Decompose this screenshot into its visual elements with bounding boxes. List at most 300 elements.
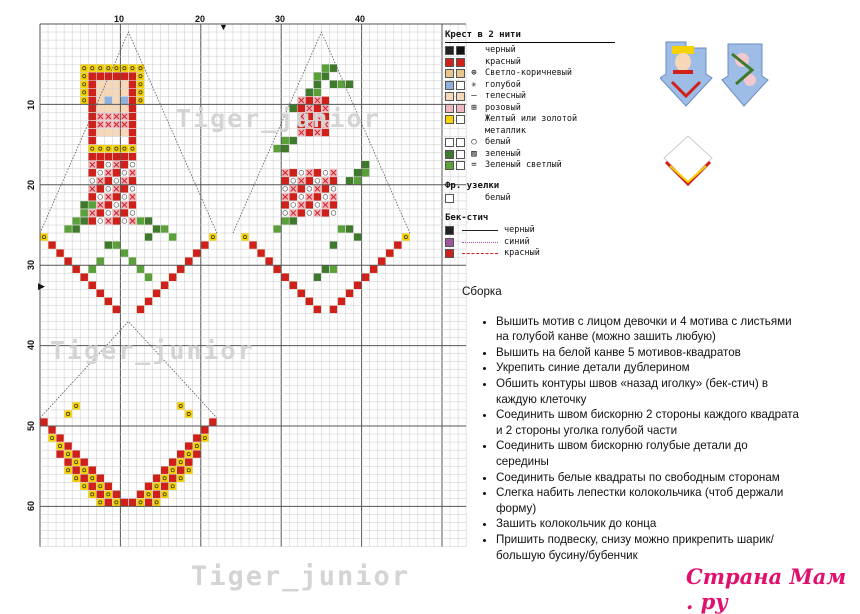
assembly-steps bbox=[460, 314, 800, 564]
stitch-cell bbox=[121, 145, 128, 152]
stitch-cell bbox=[97, 81, 104, 88]
legend-cross-row bbox=[445, 80, 615, 92]
stitch-cell bbox=[201, 241, 208, 248]
stitch-cell bbox=[346, 225, 353, 232]
legend-symbol: ○ bbox=[471, 137, 477, 148]
stitch-cell bbox=[346, 177, 353, 184]
legend-label: голубой bbox=[485, 79, 521, 90]
stitch-cell bbox=[56, 434, 63, 441]
stitch-cell bbox=[113, 97, 120, 104]
legend-label: телесный bbox=[485, 91, 526, 102]
stitch-cell bbox=[185, 467, 192, 474]
stitch-cell bbox=[129, 81, 136, 88]
legend-cross-row bbox=[445, 57, 615, 69]
stitch-cell bbox=[153, 499, 160, 506]
legend-swatch-symbol bbox=[456, 81, 465, 90]
stitch-cell bbox=[378, 257, 385, 264]
stitch-cell bbox=[121, 105, 128, 112]
stitch-cell bbox=[137, 491, 144, 498]
stitch-cell bbox=[129, 97, 136, 104]
stitch-cell bbox=[64, 458, 71, 465]
stitch-cell bbox=[314, 274, 321, 281]
stitch-cell bbox=[129, 89, 136, 96]
legend-swatch bbox=[445, 92, 454, 101]
stitch-cell bbox=[290, 282, 297, 289]
site-logo: Страна Мам . ру bbox=[686, 564, 847, 614]
stitch-cell bbox=[81, 73, 88, 80]
stitch-cell bbox=[314, 193, 321, 200]
preview-flower-piece bbox=[722, 44, 768, 106]
axis-left-30: 30 bbox=[26, 259, 37, 271]
stitch-cell bbox=[290, 137, 297, 144]
stitch-cell bbox=[153, 491, 160, 498]
stitch-cell bbox=[129, 113, 136, 120]
stitch-cell bbox=[169, 475, 176, 482]
stitch-cell bbox=[97, 185, 104, 192]
legend-swatch bbox=[445, 194, 454, 203]
legend-label: Желтый или золотой bbox=[485, 114, 578, 125]
watermark-2: Tiger_junior bbox=[50, 336, 255, 365]
stitch-cell bbox=[282, 177, 289, 184]
stitch-cell bbox=[177, 458, 184, 465]
stitch-cell bbox=[129, 499, 136, 506]
stitch-cell bbox=[354, 169, 361, 176]
stitch-cell bbox=[121, 81, 128, 88]
legend-label: розовый bbox=[485, 102, 521, 113]
stitch-cell bbox=[81, 89, 88, 96]
legend-symbol: ⊕ bbox=[471, 68, 477, 79]
preview-illustration bbox=[660, 38, 780, 198]
stitch-cell bbox=[64, 225, 71, 232]
stitch-cell bbox=[81, 475, 88, 482]
legend-line-sample bbox=[462, 230, 498, 231]
stitch-cell bbox=[105, 129, 112, 136]
stitch-cell bbox=[72, 450, 79, 457]
stitch-cell bbox=[209, 233, 216, 240]
stitch-cell bbox=[145, 217, 152, 224]
stitch-cell bbox=[121, 249, 128, 256]
stitch-cell bbox=[81, 483, 88, 490]
stitch-cell bbox=[105, 89, 112, 96]
stitch-cell bbox=[89, 217, 96, 224]
legend-swatch-symbol bbox=[456, 115, 465, 124]
stitch-cell bbox=[129, 73, 136, 80]
stitch-cell bbox=[89, 169, 96, 176]
stitch-cell bbox=[89, 129, 96, 136]
stitch-cell bbox=[177, 475, 184, 482]
legend-swatch-symbol bbox=[456, 69, 465, 78]
stitch-cell bbox=[314, 169, 321, 176]
legend-label: черный bbox=[485, 45, 516, 56]
stitch-cell bbox=[97, 145, 104, 152]
stitch-cell bbox=[282, 145, 289, 152]
legend-label: Светло-коричневый bbox=[485, 68, 572, 79]
stitch-cell bbox=[161, 282, 168, 289]
stitch-cell bbox=[113, 73, 120, 80]
center-arrow-top-icon: ▼ bbox=[219, 22, 228, 32]
stitch-cell bbox=[89, 153, 96, 160]
stitch-cell bbox=[56, 442, 63, 449]
stitch-cell bbox=[97, 65, 104, 72]
stitch-cell bbox=[97, 209, 104, 216]
stitch-cell bbox=[330, 201, 337, 208]
stitch-cell bbox=[121, 499, 128, 506]
stitch-cell bbox=[153, 475, 160, 482]
stitch-cell bbox=[129, 105, 136, 112]
stitch-cell bbox=[314, 89, 321, 96]
stitch-cell bbox=[105, 499, 112, 506]
stitch-cell bbox=[145, 483, 152, 490]
stitch-cell bbox=[121, 97, 128, 104]
legend-line-sample bbox=[462, 242, 498, 243]
legend-symbol: = bbox=[471, 160, 477, 171]
assembly-step: • Вышить на белой канве 5 мотивов-квадратов bbox=[496, 345, 800, 361]
stitch-cell bbox=[113, 65, 120, 72]
stitch-cell bbox=[113, 491, 120, 498]
stitch-cell bbox=[97, 129, 104, 136]
legend-cross-row bbox=[445, 160, 615, 172]
stitch-cell bbox=[282, 217, 289, 224]
stitch-cell bbox=[314, 81, 321, 88]
stitch-cell bbox=[48, 434, 55, 441]
legend-swatch bbox=[445, 115, 454, 124]
stitch-cell bbox=[145, 491, 152, 498]
stitch-cell bbox=[273, 225, 280, 232]
legend-cross-row bbox=[445, 126, 615, 138]
stitch-cell bbox=[169, 467, 176, 474]
stitch-cell bbox=[113, 129, 120, 136]
stitch-cell bbox=[89, 193, 96, 200]
stitch-cell bbox=[346, 290, 353, 297]
stitch-cell bbox=[322, 209, 329, 216]
stitch-cell bbox=[161, 491, 168, 498]
stitch-cell bbox=[113, 105, 120, 112]
legend-swatch bbox=[445, 69, 454, 78]
stitch-cell bbox=[97, 73, 104, 80]
stitch-cell bbox=[97, 161, 104, 168]
legend-cross-row bbox=[445, 114, 615, 126]
stitch-cell bbox=[113, 499, 120, 506]
stitch-cell bbox=[386, 249, 393, 256]
stitch-cell bbox=[121, 161, 128, 168]
legend-knots-title: Фр. узелки bbox=[445, 180, 500, 191]
stitch-cell bbox=[97, 475, 104, 482]
stitch-cell bbox=[330, 306, 337, 313]
stitch-cell bbox=[161, 467, 168, 474]
stitch-cell bbox=[129, 153, 136, 160]
assembly-step: • Соединить белые квадраты по свободным сторонам bbox=[496, 470, 800, 486]
legend-swatch-symbol bbox=[456, 92, 465, 101]
stitch-cell bbox=[89, 467, 96, 474]
legend-backstitch-row bbox=[445, 248, 615, 260]
stitch-cell bbox=[145, 499, 152, 506]
legend-label: красный bbox=[504, 248, 540, 259]
legend-swatch-symbol bbox=[456, 194, 465, 203]
stitch-cell bbox=[105, 105, 112, 112]
stitch-cell bbox=[241, 233, 248, 240]
stitch-cell bbox=[306, 177, 313, 184]
stitch-cell bbox=[105, 73, 112, 80]
legend-cross-row bbox=[445, 45, 615, 57]
legend-label: черный bbox=[504, 225, 535, 236]
stitch-cell bbox=[97, 491, 104, 498]
legend-swatch-symbol bbox=[456, 127, 465, 136]
stitch-cell bbox=[72, 467, 79, 474]
stitch-cell bbox=[89, 491, 96, 498]
legend-cross-title: Крест в 2 нити bbox=[445, 30, 615, 43]
stitch-cell bbox=[330, 177, 337, 184]
legend-swatch bbox=[445, 138, 454, 147]
stitch-cell bbox=[89, 145, 96, 152]
stitch-cell bbox=[185, 442, 192, 449]
stitch-cell bbox=[81, 467, 88, 474]
stitch-cell bbox=[201, 426, 208, 433]
legend-swatch bbox=[445, 81, 454, 90]
legend-symbol: ▨ bbox=[471, 148, 477, 159]
stitch-cell bbox=[330, 81, 337, 88]
stitch-cell bbox=[64, 467, 71, 474]
stitch-cell bbox=[185, 458, 192, 465]
stitch-cell bbox=[129, 145, 136, 152]
stitch-cell bbox=[89, 282, 96, 289]
stitch-cell bbox=[89, 201, 96, 208]
stitch-cell bbox=[362, 161, 369, 168]
stitch-cell bbox=[40, 418, 47, 425]
stitch-cell bbox=[113, 153, 120, 160]
assembly-step: • Соединить швом бискорню голубые детали до середины bbox=[496, 438, 800, 469]
stitch-cell bbox=[97, 257, 104, 264]
stitch-cell bbox=[322, 73, 329, 80]
stitch-cell bbox=[306, 97, 313, 104]
legend-swatch bbox=[445, 226, 454, 235]
stitch-cell bbox=[89, 81, 96, 88]
stitch-cell bbox=[129, 257, 136, 264]
axis-top-30: 30 bbox=[275, 14, 286, 24]
axis-left-10: 10 bbox=[26, 99, 37, 111]
stitch-cell bbox=[322, 65, 329, 72]
stitch-cell bbox=[72, 402, 79, 409]
stitch-cell bbox=[113, 89, 120, 96]
stitch-cell bbox=[145, 233, 152, 240]
legend-knot-row bbox=[445, 193, 615, 205]
stitch-cell bbox=[72, 458, 79, 465]
assembly-step: • Соединить швом бискорню 2 стороны каждого квадрата и 2 стороны уголка голубой части bbox=[496, 407, 800, 438]
legend-swatch-symbol bbox=[456, 150, 465, 159]
stitch-cell bbox=[72, 217, 79, 224]
assembly-step: • Укрепить синие детали дублерином bbox=[496, 360, 800, 376]
stitch-cell bbox=[48, 426, 55, 433]
stitch-cell bbox=[81, 209, 88, 216]
assembly-title: Сборка bbox=[462, 285, 502, 298]
stitch-cell bbox=[354, 177, 361, 184]
legend-symbol: – bbox=[471, 91, 477, 102]
assembly-step: • Вышить мотив с лицом девочки и 4 мотива с листьями на голубой канве (можно зашить любую) bbox=[496, 314, 800, 345]
watermark-3: Tiger_junior bbox=[191, 561, 411, 592]
axis-top-20: 20 bbox=[195, 14, 206, 24]
stitch-cell bbox=[290, 217, 297, 224]
stitch-cell bbox=[169, 483, 176, 490]
stitch-cell bbox=[322, 266, 329, 273]
stitch-cell bbox=[64, 257, 71, 264]
stitch-cell bbox=[177, 402, 184, 409]
stitch-cell bbox=[257, 249, 264, 256]
legend-swatch-symbol bbox=[456, 58, 465, 67]
stitch-cell bbox=[89, 73, 96, 80]
stitch-cell bbox=[249, 241, 256, 248]
stitch-cell bbox=[346, 81, 353, 88]
stitch-cell bbox=[72, 225, 79, 232]
stitch-cell bbox=[209, 418, 216, 425]
legend-swatch bbox=[445, 150, 454, 159]
stitch-cell bbox=[265, 257, 272, 264]
stitch-cell bbox=[169, 274, 176, 281]
stitch-cell bbox=[169, 458, 176, 465]
stitch-cell bbox=[129, 129, 136, 136]
stitch-cell bbox=[129, 65, 136, 72]
stitch-cell bbox=[298, 209, 305, 216]
stitch-cell bbox=[322, 185, 329, 192]
axis-left-50: 50 bbox=[26, 420, 37, 432]
stitch-cell bbox=[64, 442, 71, 449]
stitch-cell bbox=[81, 274, 88, 281]
stitch-cell bbox=[145, 298, 152, 305]
stitch-cell bbox=[113, 217, 120, 224]
stitch-cell bbox=[97, 153, 104, 160]
legend-swatch-symbol bbox=[456, 104, 465, 113]
stitch-cell bbox=[193, 434, 200, 441]
stitch-cell bbox=[137, 266, 144, 273]
legend-cross-row bbox=[445, 137, 615, 149]
stitch-cell bbox=[177, 266, 184, 273]
legend-cross-row bbox=[445, 91, 615, 103]
stitch-cell bbox=[105, 145, 112, 152]
stitch-cell bbox=[177, 450, 184, 457]
stitch-cell bbox=[72, 266, 79, 273]
stitch-cell bbox=[354, 233, 361, 240]
stitch-cell bbox=[121, 73, 128, 80]
stitch-cell bbox=[354, 282, 361, 289]
stitch-cell bbox=[89, 97, 96, 104]
legend-symbol: ⊞ bbox=[471, 102, 477, 113]
assembly-instructions bbox=[460, 284, 800, 563]
stitch-cell bbox=[105, 241, 112, 248]
stitch-cell bbox=[314, 306, 321, 313]
stitch-cell bbox=[129, 177, 136, 184]
stitch-cell bbox=[322, 97, 329, 104]
stitch-cell bbox=[113, 241, 120, 248]
stitch-cell bbox=[81, 458, 88, 465]
stitch-cell bbox=[89, 65, 96, 72]
stitch-cell bbox=[282, 201, 289, 208]
stitch-cell bbox=[89, 89, 96, 96]
stitch-cell bbox=[338, 225, 345, 232]
stitch-cell bbox=[185, 257, 192, 264]
stitch-cell bbox=[273, 145, 280, 152]
stitch-cell bbox=[153, 290, 160, 297]
stitch-cell bbox=[97, 290, 104, 297]
stitch-cell bbox=[193, 450, 200, 457]
stitch-cell bbox=[121, 129, 128, 136]
stitch-cell bbox=[89, 483, 96, 490]
legend-swatch-symbol bbox=[456, 161, 465, 170]
stitch-cell bbox=[370, 266, 377, 273]
stitch-cell bbox=[137, 73, 144, 80]
stitch-cell bbox=[161, 225, 168, 232]
legend-line-sample bbox=[462, 253, 498, 254]
stitch-cell bbox=[113, 81, 120, 88]
stitch-cell bbox=[330, 241, 337, 248]
legend-cross-row bbox=[445, 103, 615, 115]
legend-backstitch-row bbox=[445, 237, 615, 249]
legend-cross-row bbox=[445, 149, 615, 161]
stitch-cell bbox=[330, 266, 337, 273]
assembly-step: • Обшить контуры швов «назад иголку» (бек-стич) в каждую клеточку bbox=[496, 376, 800, 407]
legend-swatch-symbol bbox=[456, 138, 465, 147]
legend-swatch bbox=[445, 104, 454, 113]
stitch-cell bbox=[137, 97, 144, 104]
assembly-step: • Слегка набить лепестки колокольчика (чтоб держали форму) bbox=[496, 485, 800, 516]
stitch-cell bbox=[129, 121, 136, 128]
stitch-cell bbox=[113, 193, 120, 200]
stitch-cell bbox=[129, 201, 136, 208]
axis-left-40: 40 bbox=[26, 339, 37, 351]
stitch-cell bbox=[81, 97, 88, 104]
stitch-cell bbox=[282, 137, 289, 144]
assembly-step: • Зашить колокольчик до конца bbox=[496, 516, 800, 532]
center-arrow-left-icon: ▶ bbox=[38, 281, 45, 291]
legend-swatch bbox=[445, 249, 454, 258]
stitch-cell bbox=[273, 266, 280, 273]
stitch-cell bbox=[105, 201, 112, 208]
stitch-cell bbox=[306, 89, 313, 96]
axis-left-60: 60 bbox=[26, 500, 37, 512]
legend-label: синий bbox=[504, 236, 530, 247]
legend-swatch bbox=[445, 46, 454, 55]
stitch-cell bbox=[56, 249, 63, 256]
stitch-cell bbox=[64, 450, 71, 457]
stitch-cell bbox=[81, 201, 88, 208]
stitch-cell bbox=[105, 491, 112, 498]
legend-backstitch-row bbox=[445, 225, 615, 237]
stitch-cell bbox=[97, 483, 104, 490]
stitch-cell bbox=[306, 298, 313, 305]
stitch-cell bbox=[105, 153, 112, 160]
stitch-cell bbox=[89, 475, 96, 482]
stitch-cell bbox=[290, 169, 297, 176]
stitch-cell bbox=[97, 97, 104, 104]
stitch-cell bbox=[105, 483, 112, 490]
stitch-cell bbox=[314, 73, 321, 80]
stitch-cell bbox=[137, 499, 144, 506]
legend-swatch bbox=[445, 58, 454, 67]
stitch-cell bbox=[362, 169, 369, 176]
stitch-cell bbox=[161, 483, 168, 490]
stitch-cell bbox=[97, 499, 104, 506]
legend-label: Зеленый светлый bbox=[485, 160, 562, 171]
legend-cross-row bbox=[445, 68, 615, 80]
stitch-cell bbox=[40, 233, 47, 240]
axis-top-40: 40 bbox=[355, 14, 366, 24]
stitch-cell bbox=[298, 185, 305, 192]
stitch-cell bbox=[193, 249, 200, 256]
stitch-cell bbox=[338, 298, 345, 305]
stitch-cell bbox=[298, 290, 305, 297]
stitch-cell bbox=[121, 65, 128, 72]
stitch-cell bbox=[56, 450, 63, 457]
legend-symbol: ✳ bbox=[471, 79, 477, 90]
legend-label: красный bbox=[485, 56, 521, 67]
stitch-cell bbox=[201, 434, 208, 441]
